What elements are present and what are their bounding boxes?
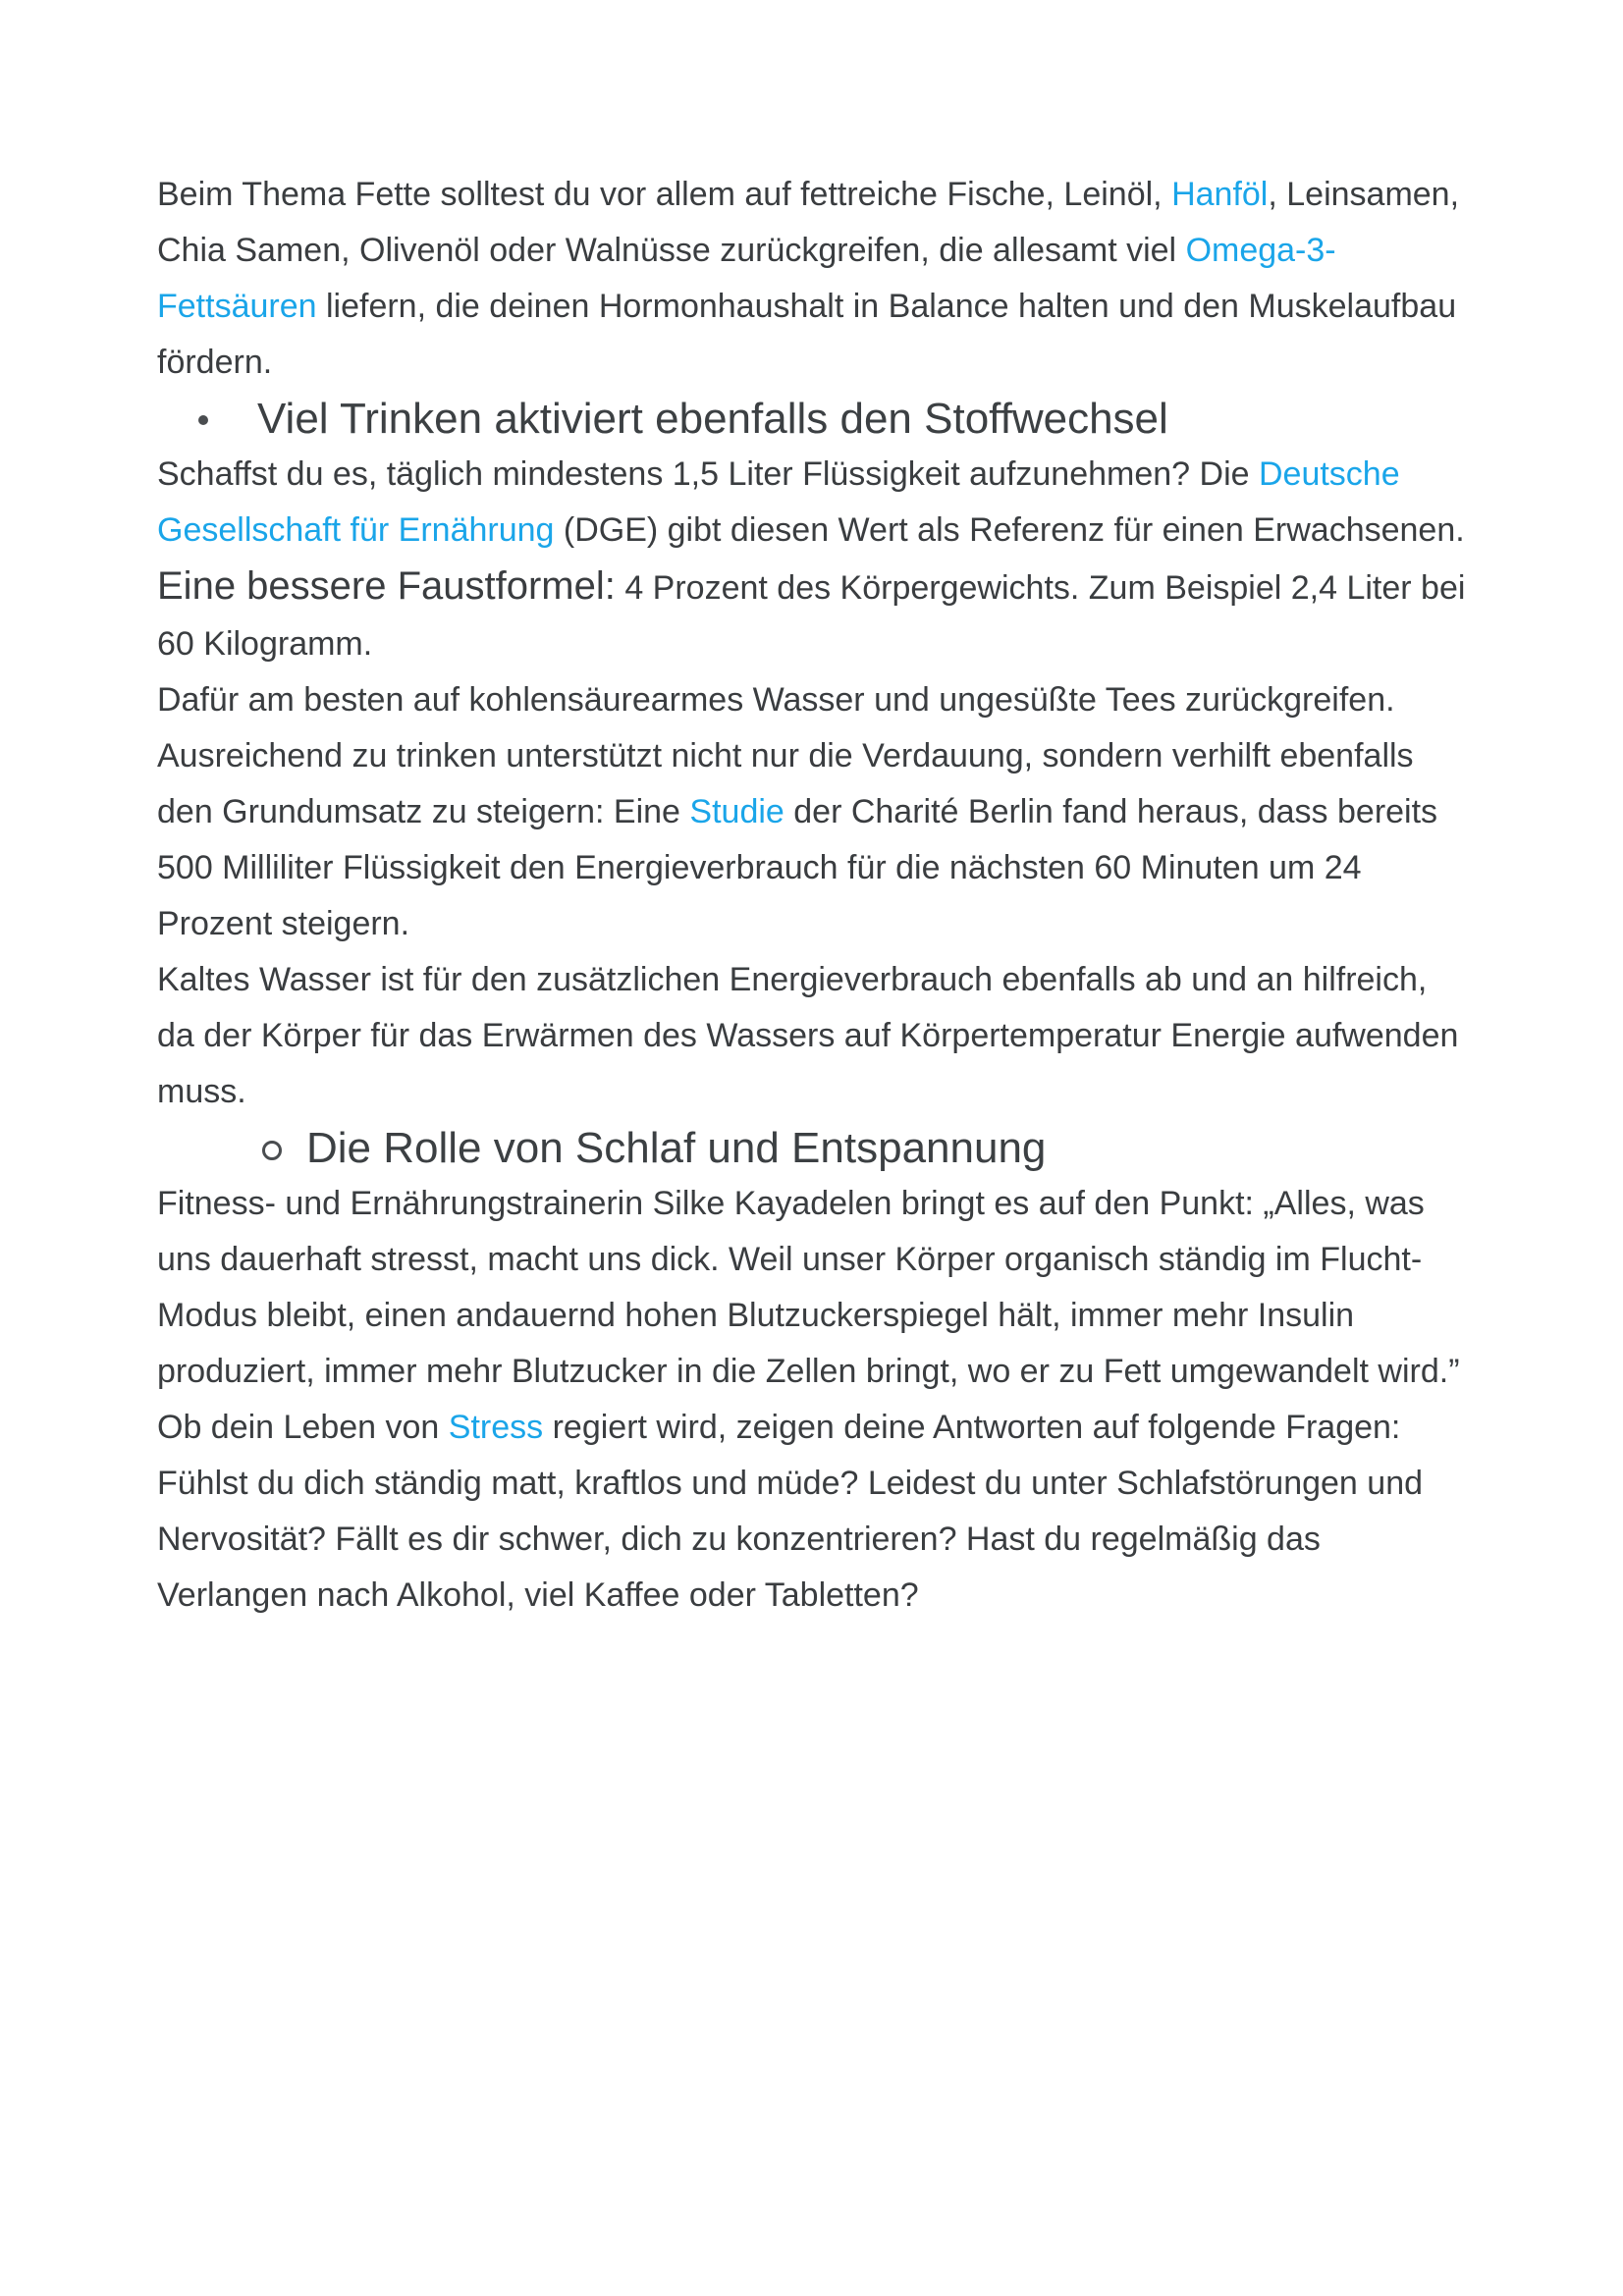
paragraph-grundumsatz (157, 728, 1469, 952)
paragraph-grundumsatz-text: der Charité Berlin fand heraus, dass bereits 500 Milliliter Flüssigkeit den Energieverbrauch für die nächsten 60 Minuten um 24 Prozent steigern. (157, 793, 1438, 942)
paragraph-stress-fragen (157, 1400, 1469, 1624)
faustformel-lead-in: Eine bessere Faustformel: (157, 564, 616, 608)
heading-schlaf-entspannung (157, 1120, 1469, 1176)
paragraph-fette-text: , Leinsamen, Chia Samen, Olivenöl oder Walnüsse zurückgreifen, die allesamt viel (157, 176, 1460, 269)
link-omega-3-fettsaeuren[interactable]: Omega-3-Fettsäuren (157, 232, 1336, 325)
paragraph-kaltes-wasser: Kaltes Wasser ist für den zusätzlichen Energieverbrauch ebenfalls ab und an hilfreich, da der Körper für das Erwärmen des Wassers auf Körpertemperatur Energie aufwenden muss. (157, 961, 1459, 1110)
heading-schlaf-entspannung-label: Die Rolle von Schlaf und Entspannung (306, 1124, 1047, 1172)
bullet-circle-icon (262, 1141, 282, 1160)
paragraph-grundumsatz-text: Ausreichend zu trinken unterstützt nicht nur die Verdauung, sondern verhilft ebenfalls den Grundumsatz zu steigern: Eine (157, 737, 1414, 830)
paragraph-faustformel (157, 559, 1469, 672)
link-hanfoel[interactable]: Hanföl (1171, 176, 1269, 213)
link-dge[interactable]: Deutsche Gesellschaft für Ernährung (157, 455, 1400, 549)
paragraph-fette (157, 167, 1469, 391)
paragraph-wasser-tees: Dafür am besten auf kohlensäurearmes Wasser und ungesüßte Tees zurückgreifen. (157, 681, 1395, 719)
heading-viel-trinken (157, 391, 1469, 447)
link-studie[interactable]: Studie (689, 793, 784, 830)
paragraph-stress-text: Ob dein Leben von (157, 1409, 449, 1446)
paragraph-silke-kayadelen: Fitness- und Ernährungstrainerin Silke Kayadelen bringt es auf den Punkt: „Alles, was uns dauerhaft stresst, macht uns dick. Weil unser Körper organisch ständig im Flucht-Modus bleibt, einen andauernd hohen Blutzuckerspiegel hält, immer mehr Insulin produziert, immer mehr Blutzucker in die Zellen bringt, wo er zu Fett umgewandelt wird.” (157, 1185, 1460, 1390)
paragraph-fluessigkeit (157, 447, 1469, 559)
bullet-disc-icon (198, 415, 208, 425)
paragraph-fluessigkeit-text: (DGE) gibt diesen Wert als Referenz für einen Erwachsenen. (554, 511, 1465, 549)
faustformel-text: 4 Prozent des Körpergewichts. Zum Beispiel 2,4 Liter bei 60 Kilogramm. (157, 569, 1466, 663)
paragraph-fluessigkeit-text: Schaffst du es, täglich mindestens 1,5 Liter Flüssigkeit aufzunehmen? Die (157, 455, 1259, 493)
link-stress[interactable]: Stress (448, 1409, 544, 1446)
paragraph-fette-text: Beim Thema Fette solltest du vor allem auf fettreiche Fische, Leinöl, (157, 176, 1172, 213)
paragraph-stress-text: regiert wird, zeigen deine Antworten auf folgende Fragen: Fühlst du dich ständig matt, kraftlos und müde? Leidest du unter Schlafstörungen und Nervosität? Fällt es dir schwer, dich zu konzentrieren? Hast du regelmäßig das Verlangen nach Alkohol, viel Kaffee oder Tabletten? (157, 1409, 1424, 1614)
paragraph-fette-text: liefern, die deinen Hormonhaushalt in Balance halten und den Muskelaufbau fördern. (157, 288, 1457, 381)
heading-viel-trinken-label: Viel Trinken aktiviert ebenfalls den Stoffwechsel (257, 395, 1168, 443)
